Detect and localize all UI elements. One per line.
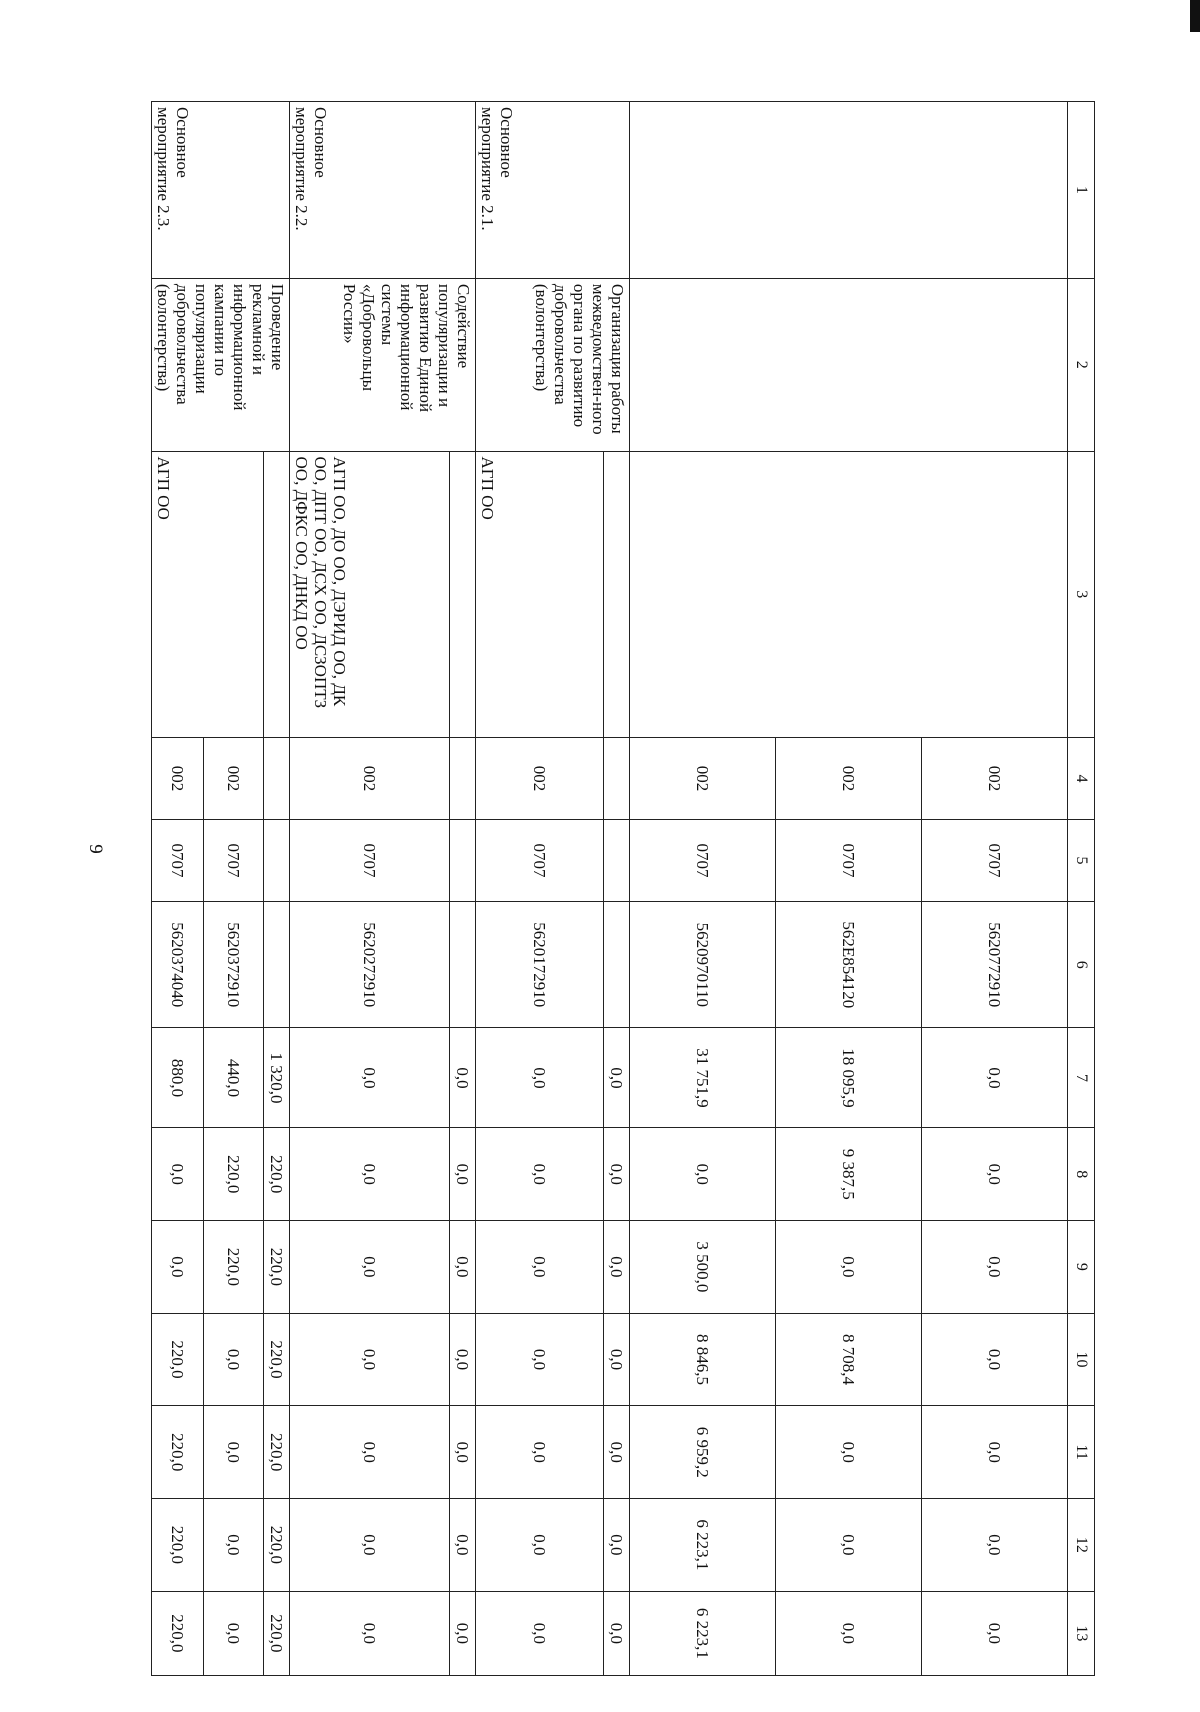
cell: 0,0 [290, 1406, 450, 1499]
cell: 220,0 [264, 1128, 290, 1221]
cell: 9 387,5 [776, 1128, 922, 1221]
cell: 18 095,9 [776, 1028, 922, 1128]
cell: 5620970110 [630, 902, 776, 1028]
table-row [604, 102, 630, 1676]
measure-name: Основное мероприятие 2.1. [476, 102, 630, 279]
cell: 220,0 [151, 1406, 203, 1499]
page-number: 9 [85, 844, 106, 854]
empty-cell [264, 820, 290, 902]
col-num: 5 [1068, 820, 1095, 902]
cell: 002 [290, 737, 450, 819]
cell: 002 [476, 737, 604, 819]
cell: 0,0 [290, 1499, 450, 1592]
cell: 220,0 [264, 1591, 290, 1675]
measure-description: Проведение рекламной и информационной кампании по популяризации добровольчества (волонтерства) [151, 278, 289, 451]
cell: 3 500,0 [630, 1221, 776, 1314]
cell: 5620772910 [922, 902, 1068, 1028]
empty-cell [450, 737, 476, 819]
executor: АГП ОО [476, 451, 604, 737]
col-num: 6 [1068, 902, 1095, 1028]
cell: 0,0 [450, 1221, 476, 1314]
cell: 0,0 [922, 1591, 1068, 1675]
measure-description: Организация работы межведомствен-ного органа по развитию добровольчества (волонтерства) [476, 278, 630, 451]
empty-cell [264, 451, 290, 737]
cell: 0,0 [922, 1406, 1068, 1499]
cell: 0707 [476, 820, 604, 902]
cell: 0707 [151, 820, 203, 902]
cell: 5620372910 [203, 902, 263, 1028]
cell: 0,0 [476, 1499, 604, 1592]
budget-table-sheet [155, 101, 1095, 1676]
cell: 0707 [203, 820, 263, 902]
cell: 0707 [922, 820, 1068, 902]
cell: 220,0 [151, 1313, 203, 1406]
cell: 8 708,4 [776, 1313, 922, 1406]
cell: 0,0 [476, 1313, 604, 1406]
cell: 220,0 [203, 1128, 263, 1221]
cell: 220,0 [264, 1313, 290, 1406]
cell: 0,0 [290, 1028, 450, 1128]
cell: 0,0 [630, 1128, 776, 1221]
cell: 0,0 [450, 1313, 476, 1406]
cell: 0,0 [776, 1406, 922, 1499]
cell: 6 223,1 [630, 1591, 776, 1675]
col-num: 13 [1068, 1591, 1095, 1675]
measure-name: Основное мероприятие 2.2. [290, 102, 476, 279]
cell: 220,0 [151, 1499, 203, 1592]
corner-mark [1190, 0, 1200, 32]
executor: АГП ОО, ДО ОО, ДЭРИД ОО, ДК ОО, ДПТ ОО, ДСХ ОО, ДСЗОПТЗ ОО, ДФКС ОО, ДНКД ОО [290, 451, 450, 737]
cell: 5620374040 [151, 902, 203, 1028]
empty-cell [630, 278, 1068, 451]
cell: 562E854120 [776, 902, 922, 1028]
col-num: 9 [1068, 1221, 1095, 1314]
empty-cell [450, 820, 476, 902]
cell: 0,0 [476, 1221, 604, 1314]
cell: 0707 [776, 820, 922, 902]
cell: 0,0 [203, 1406, 263, 1499]
cell: 0,0 [476, 1128, 604, 1221]
cell: 0,0 [450, 1591, 476, 1675]
cell: 0,0 [290, 1313, 450, 1406]
empty-cell [604, 737, 630, 819]
cell: 0,0 [776, 1499, 922, 1592]
cell: 0,0 [604, 1591, 630, 1675]
cell: 002 [776, 737, 922, 819]
table-row [922, 102, 1068, 1676]
cell: 002 [922, 737, 1068, 819]
col-num: 7 [1068, 1028, 1095, 1128]
empty-cell [264, 737, 290, 819]
cell: 0,0 [476, 1028, 604, 1128]
cell: 0,0 [922, 1499, 1068, 1592]
cell: 220,0 [203, 1221, 263, 1314]
cell: 0,0 [604, 1028, 630, 1128]
cell: 880,0 [151, 1028, 203, 1128]
cell: 002 [151, 737, 203, 819]
cell: 0,0 [290, 1591, 450, 1675]
cell: 220,0 [264, 1499, 290, 1592]
table-row [264, 102, 290, 1676]
cell: 0,0 [776, 1591, 922, 1675]
col-num: 1 [1068, 102, 1095, 279]
cell: 220,0 [264, 1406, 290, 1499]
empty-cell [630, 451, 1068, 737]
cell: 0,0 [290, 1221, 450, 1314]
cell: 0,0 [922, 1028, 1068, 1128]
cell: 0,0 [604, 1499, 630, 1592]
column-number-row [1068, 102, 1095, 1676]
empty-cell [604, 902, 630, 1028]
cell: 002 [203, 737, 263, 819]
table-row [450, 102, 476, 1676]
measure-description: Содействие популяризации и развитию Единой информационной системы «Добровольцы России» [290, 278, 476, 451]
cell: 0,0 [450, 1028, 476, 1128]
cell: 0,0 [604, 1128, 630, 1221]
cell: 6 223,1 [630, 1499, 776, 1592]
cell: 0,0 [604, 1406, 630, 1499]
cell: 0,0 [203, 1591, 263, 1675]
cell: 0,0 [922, 1128, 1068, 1221]
cell: 0707 [290, 820, 450, 902]
cell: 6 959,2 [630, 1406, 776, 1499]
cell: 0,0 [476, 1406, 604, 1499]
cell: 31 751,9 [630, 1028, 776, 1128]
cell: 220,0 [264, 1221, 290, 1314]
cell: 5620172910 [476, 902, 604, 1028]
col-num: 4 [1068, 737, 1095, 819]
cell: 0,0 [203, 1499, 263, 1592]
executor: АГП ОО [151, 451, 263, 737]
measure-name: Основное мероприятие 2.3. [151, 102, 289, 279]
cell: 5620272910 [290, 902, 450, 1028]
cell: 0,0 [450, 1499, 476, 1592]
empty-cell [450, 451, 476, 737]
cell: 0,0 [151, 1221, 203, 1314]
cell: 440,0 [203, 1028, 263, 1128]
cell: 0,0 [476, 1591, 604, 1675]
col-num: 8 [1068, 1128, 1095, 1221]
empty-cell [450, 902, 476, 1028]
col-num: 10 [1068, 1313, 1095, 1406]
cell: 0,0 [922, 1313, 1068, 1406]
cell: 0,0 [450, 1406, 476, 1499]
empty-cell [604, 451, 630, 737]
cell: 002 [630, 737, 776, 819]
cell: 1 320,0 [264, 1028, 290, 1128]
cell: 0,0 [151, 1128, 203, 1221]
cell: 0,0 [604, 1221, 630, 1314]
cell: 0707 [630, 820, 776, 902]
cell: 220,0 [151, 1591, 203, 1675]
cell: 0,0 [450, 1128, 476, 1221]
cell: 8 846,5 [630, 1313, 776, 1406]
empty-cell [264, 902, 290, 1028]
cell: 0,0 [922, 1221, 1068, 1314]
cell: 0,0 [290, 1128, 450, 1221]
col-num: 11 [1068, 1406, 1095, 1499]
col-num: 12 [1068, 1499, 1095, 1592]
budget-table [151, 101, 1095, 1676]
cell: 0,0 [776, 1221, 922, 1314]
cell: 0,0 [203, 1313, 263, 1406]
empty-cell [604, 820, 630, 902]
empty-cell [630, 102, 1068, 279]
cell: 0,0 [604, 1313, 630, 1406]
col-num: 2 [1068, 278, 1095, 451]
col-num: 3 [1068, 451, 1095, 737]
